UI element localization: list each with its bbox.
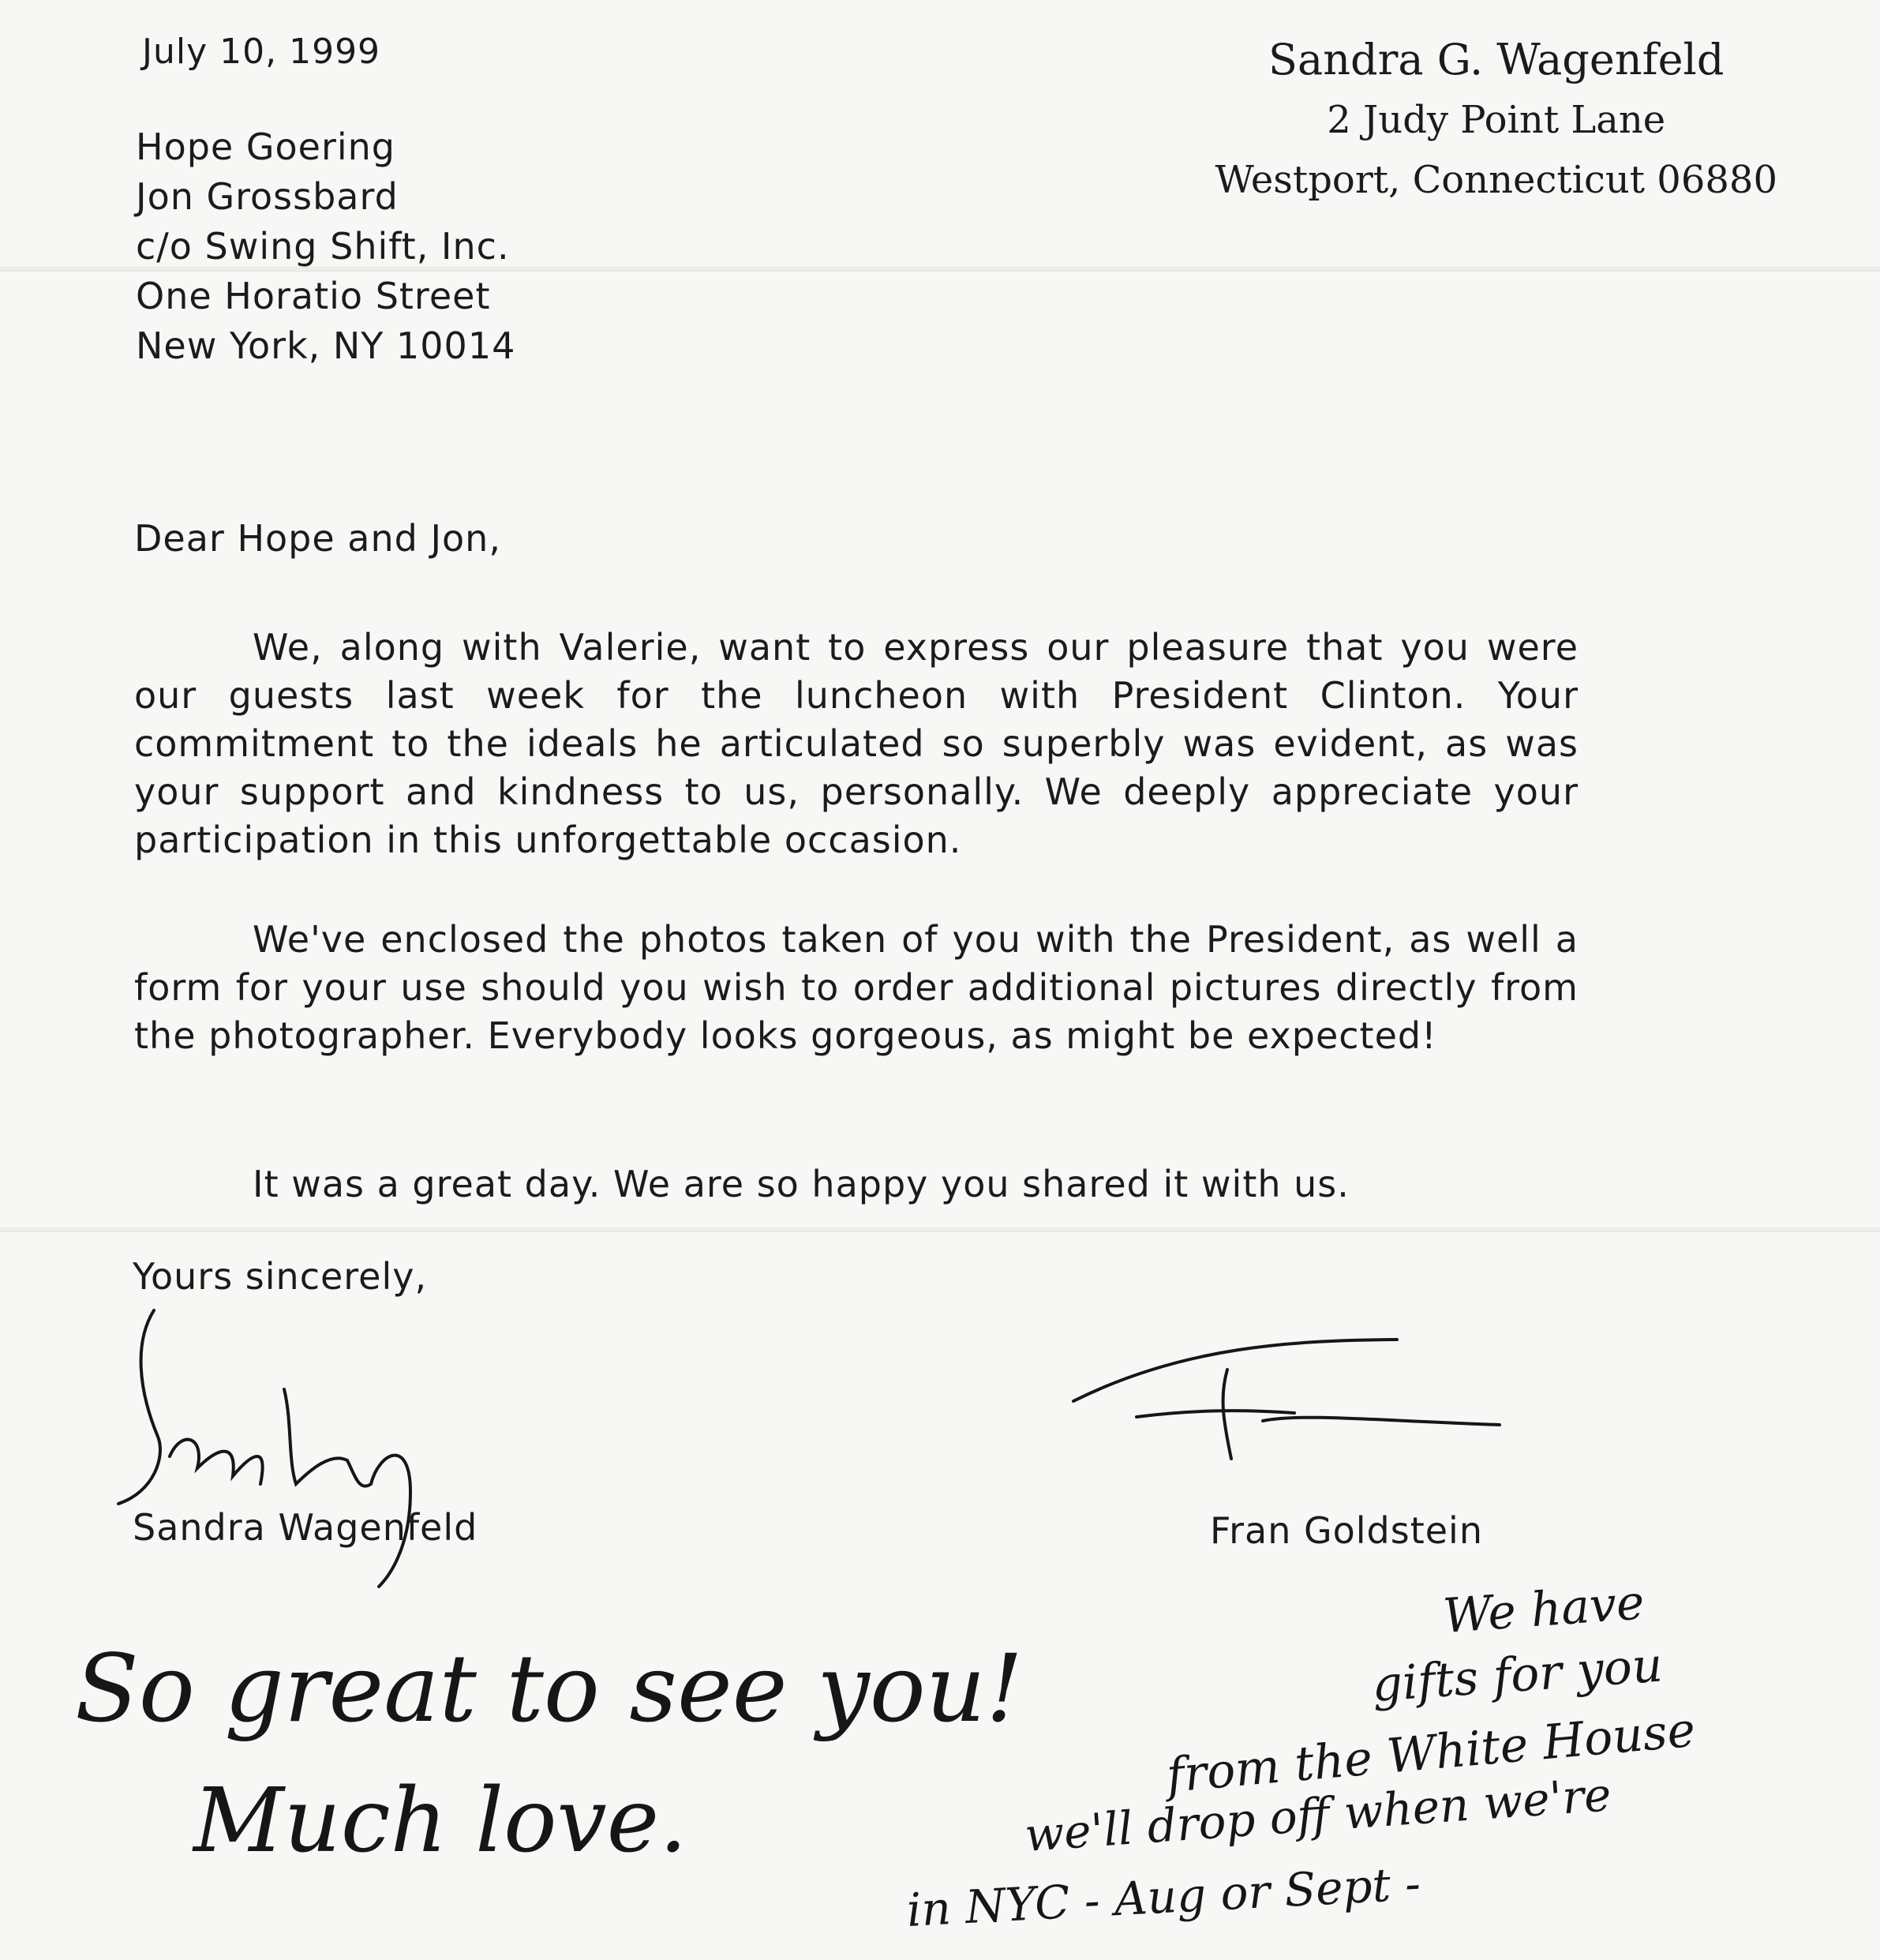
letter-date: July 10, 1999 (142, 32, 381, 72)
signature-sandy (118, 1310, 410, 1587)
recipient-line: Hope Goering (136, 126, 395, 168)
paragraph-text: We've enclosed the photos taken of you with the President, as well a form for your use should you wish to order additional pictures directly from the photographer. Everybody looks gorgeous, as might be expected! (134, 918, 1579, 1057)
recipient-line: Jon Grossbard (136, 175, 399, 218)
side-note-line-3: from the White House (1164, 1702, 1698, 1804)
side-note-line-2: gifts for you (1370, 1637, 1665, 1713)
sender-name: Sandra G. Wagenfeld (1268, 35, 1725, 84)
signatory-fran: Fran Goldstein (1210, 1509, 1483, 1552)
handwritten-note (75, 1575, 1698, 1937)
side-note-line-5: in NYC - Aug or Sept - (905, 1856, 1422, 1937)
paragraph-text: It was a great day. We are so happy you shared it with us. (253, 1163, 1350, 1205)
side-note-line-4: we'll drop off when we're (1023, 1767, 1613, 1862)
recipient-line: One Horatio Street (136, 275, 491, 317)
recipient-line: c/o Swing Shift, Inc. (136, 225, 510, 268)
signatory-sandra: Sandra Wagenfeld (133, 1506, 478, 1549)
greeting: Dear Hope and Jon, (134, 517, 501, 560)
paragraph-text: We, along with Valerie, want to express our pleasure that you were our guests last week for the luncheon with President Clinton. Your commitment to the ideals he articulated so superbly was evident, as was your support and kindness to us, personally. We deeply appreciate your participation in this unforgettable occasion. (134, 626, 1579, 861)
recipient-line: New York, NY 10014 (136, 324, 516, 367)
sender-address-line2: Westport, Connecticut 06880 (1215, 158, 1777, 202)
sender-address-line1: 2 Judy Point Lane (1327, 98, 1666, 142)
note-line-1: So great to see you! (75, 1634, 1024, 1743)
note-line-2: Much love. (193, 1770, 687, 1872)
signature-fran (1073, 1340, 1500, 1459)
closing: Yours sincerely, (133, 1255, 428, 1298)
side-note-line-1: We have (1441, 1575, 1646, 1644)
